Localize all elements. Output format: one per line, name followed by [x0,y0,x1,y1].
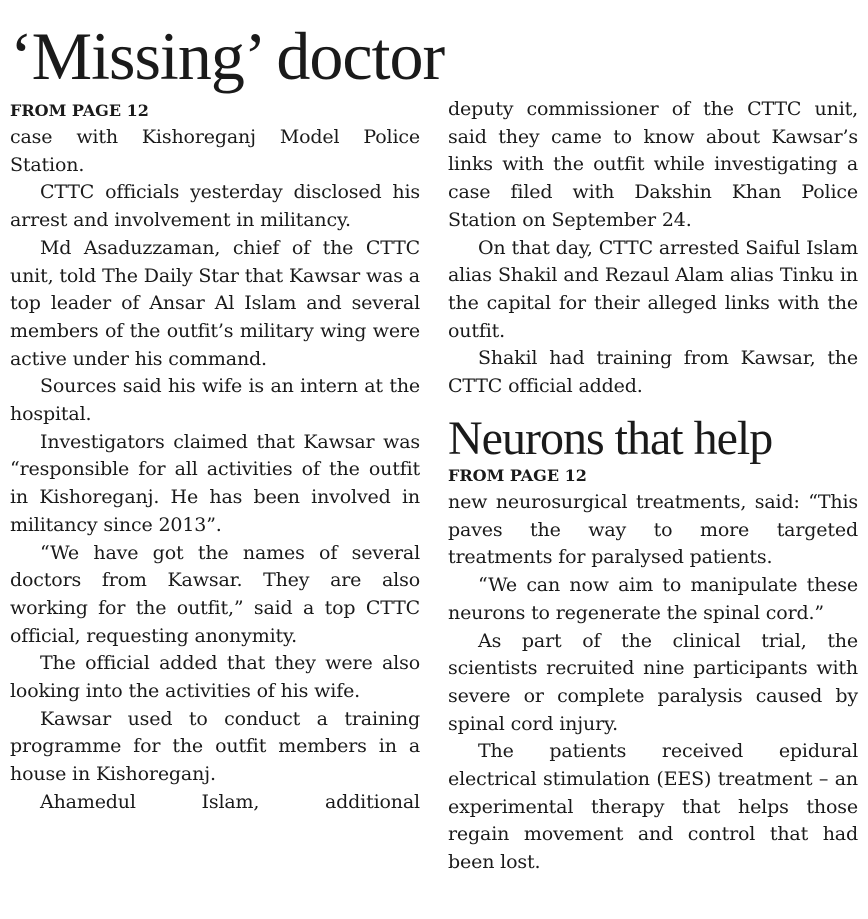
kicker-from-page-12: FROM PAGE 12 [448,466,587,485]
paragraph: Ahamedul Islam, additional [40,790,420,813]
paragraph: The patients received epidural electrical stimulation (EES) treatment – an experimental therapy that helps those regain movement and control that had been lost. [448,740,858,874]
paragraph: new neurosurgical treatments, said: “This paves the way to more targeted treatments for paralysed patients. [448,491,858,569]
paragraph: Investigators claimed that Kawsar was “responsible for all activities of the outfit in Kishoreganj. He has been involved in militancy since 2013”. [10,430,420,536]
paragraph: Sources said his wife is an intern at the hospital. [10,375,420,426]
story1-column-right [448,96,858,401]
paragraph: On that day, CTTC arrested Saiful Islam alias Shakil and Rezaul Alam alias Tinku in the capital for their alleged links with the outfit. [448,236,858,342]
paragraph: The official added that they were also looking into the activities of his wife. [10,652,420,703]
paragraph: CTTC officials yesterday disclosed his arrest and involvement in militancy. [10,181,420,232]
headline-missing-doctor: ‘Missing’ doctor [10,18,445,94]
story2-column [448,489,858,877]
paragraph: Md Asaduzzaman, chief of the CTTC unit, told The Daily Star that Kawsar was a top leader of Ansar Al Islam and several members of the outfit’s military wing were active under his command. [10,236,420,370]
paragraph: Kawsar used to conduct a training programme for the outfit members in a house in Kishoreganj. [10,707,420,786]
paragraph: deputy commissioner of the CTTC unit, said they came to know about Kawsar’s links with the outfit while investigating a case filed with Dakshin Khan Police Station on September 24. [448,98,858,231]
paragraph: “We can now aim to manipulate these neurons to regenerate the spinal cord.” [448,574,858,624]
paragraph: case with Kishoreganj Model Police Station. [10,126,420,176]
paragraph: Shakil had training from Kawsar, the CTTC official added. [448,347,858,398]
kicker-from-page-12: FROM PAGE 12 [10,101,149,120]
headline-neurons-that-help: Neurons that help [448,412,773,465]
paragraph: As part of the clinical trial, the scientists recruited nine participants with severe or complete paralysis caused by spinal cord injury. [448,629,858,735]
paragraph: “We have got the names of several doctors from Kawsar. They are also working for the outfit,” said a top CTTC official, requesting anonymity. [10,541,420,647]
story1-column-left [10,124,420,817]
